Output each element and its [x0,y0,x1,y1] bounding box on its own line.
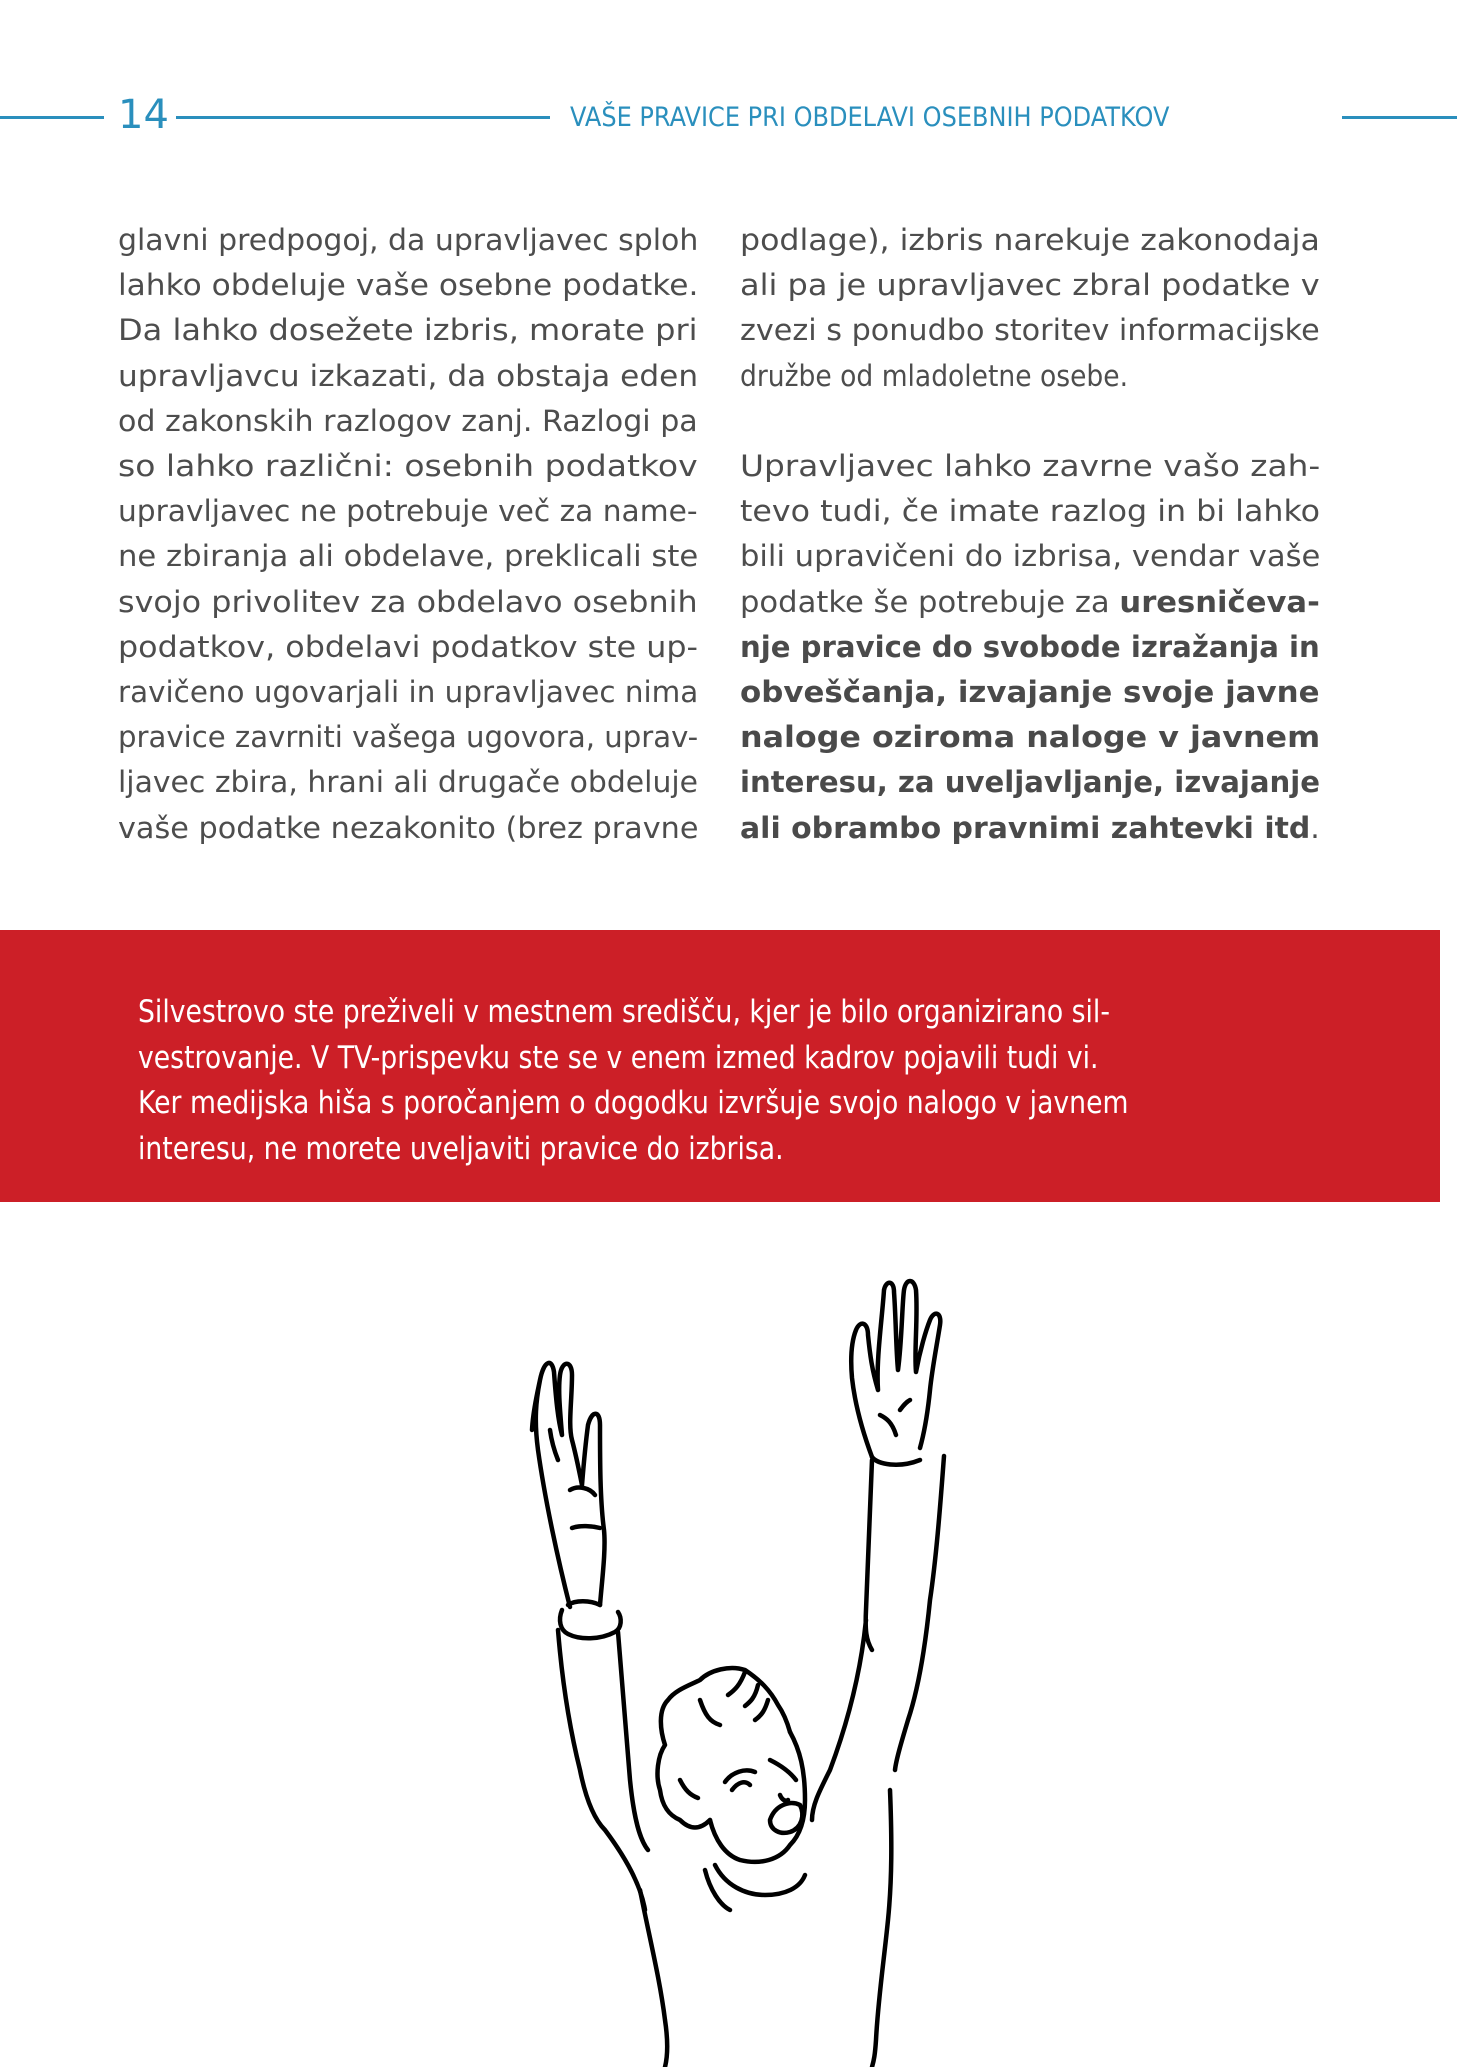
text-line: od zakonskih razlogov zanj. Razlogi pa [118,403,698,438]
text-line: podatkov, obdelavi podatkov ste up- [118,629,699,664]
text-line: glavni predpogoj, da upravljavec sploh [118,223,699,257]
nose [780,1795,788,1801]
text-line: ali pa je upravljavec zbral podatke v [740,268,1320,303]
left-sleeve-inner [618,1632,648,1850]
text-line: Upravljavec lahko zavrne vašo zah- [740,449,1321,483]
text-line: ljavec zbira, hrani ali drugače obdeluje [118,765,699,800]
plain-text: . [1310,810,1320,845]
right-wrist [872,1457,920,1465]
torso-left [640,1890,667,2067]
text-line: Silvestrovo ste preživeli v mestnem središču, kjer je bilo organizirano sil- [138,994,1110,1030]
text-line: pravice zavrniti vašega ugovora, uprav- [118,720,699,755]
left-sleeve-outer [558,1630,645,1910]
right-paragraph-2 [740,444,1320,851]
bold-text: uresničeva- [1119,584,1320,619]
text-line: Da lahko dosežete izbris, morate pri [118,313,698,348]
mouth [770,1803,802,1833]
text-line: vestrovanje. V TV-prispevku ste se v enem izmed kadrov pojavili tudi vi. [138,1039,1099,1076]
hair [658,1668,790,1827]
text-line: družbe od mladoletne osebe. [740,358,1129,393]
running-title: VAŠE PRAVICE PRI OBDELAVI OSEBNIH PODATKOV [570,102,1170,133]
text-line: tevo tudi, če imate razlog in bi lahko [740,494,1321,529]
text-line: ravičeno ugovarjali in upravljavec nima [118,675,699,710]
plain-text: podatke še potrebuje za [740,584,1120,619]
header-rule-right [1342,116,1457,119]
text-line: interesu, za uveljavljanje, izvajanje [740,765,1321,800]
left-hand [532,1363,605,1607]
left-column [118,218,698,851]
hair-strands [680,1672,768,1798]
text-line: podlage), izbris narekuje zakonodaja [740,223,1320,257]
paragraph-gap [740,399,1320,444]
text-line: Ker medijska hiša s poročanjem o dogodku izvršuje svojo nalogo v javnem [138,1085,1129,1121]
left-palm-line [570,1488,595,1495]
text-line: nje pravice do svobode izražanja in [740,629,1320,664]
face [710,1732,805,1862]
bold-text: ali obrambo pravnimi zahtevki itd [740,810,1311,845]
text-line: zvezi s ponudbo storitev informacijske [740,313,1320,348]
text-line: ne zbiranja ali obdelave, preklicali ste [118,539,699,574]
right-palm-line [880,1400,910,1435]
text-line: obveščanja, izvajanje svoje javne [740,675,1320,710]
text-line: so lahko različni: osebnih podatkov [118,449,698,484]
right-sleeve-outer [812,1460,872,1820]
text-line: upravljavcu izkazati, da obstaja eden [118,358,699,393]
person-arms-raised-illustration [500,1260,1000,2067]
text-line: interesu, ne morete uveljaviti pravice do izbrisa. [138,1130,784,1167]
illustration-svg [500,1260,1000,2067]
text-line: lahko obdeluje vaše osebne podatke. [118,268,699,303]
bold-lines [740,625,1320,806]
right-column [740,218,1320,851]
page-number: 14 [118,92,169,138]
text-line [740,580,1342,625]
collar [705,1865,805,1910]
torso-right [872,1790,891,2067]
header-rule-left [0,116,104,119]
callout-text [138,990,1290,1172]
left-finger-line [550,1430,558,1460]
right-sleeve-inner [895,1456,944,1770]
text-line: vaše podatke nezakonito (brez pravne [118,810,699,845]
text-line [740,806,1328,851]
text-line: upravljavec ne potrebuje več za name- [118,494,698,529]
text-line: naloge oziroma naloge v javnem [740,720,1321,755]
eyebrow [725,1760,796,1782]
left-cuff [560,1610,621,1638]
eye [732,1782,750,1790]
right-paragraph-1 [740,218,1320,399]
left-wrist [568,1526,600,1605]
example-callout-box [0,930,1440,1202]
text-line: svojo privolitev za obdelavo osebnih [118,584,698,619]
text-line: bili upravičeni do izbrisa, vendar vaše [740,539,1321,574]
header-rule-middle [176,116,550,119]
